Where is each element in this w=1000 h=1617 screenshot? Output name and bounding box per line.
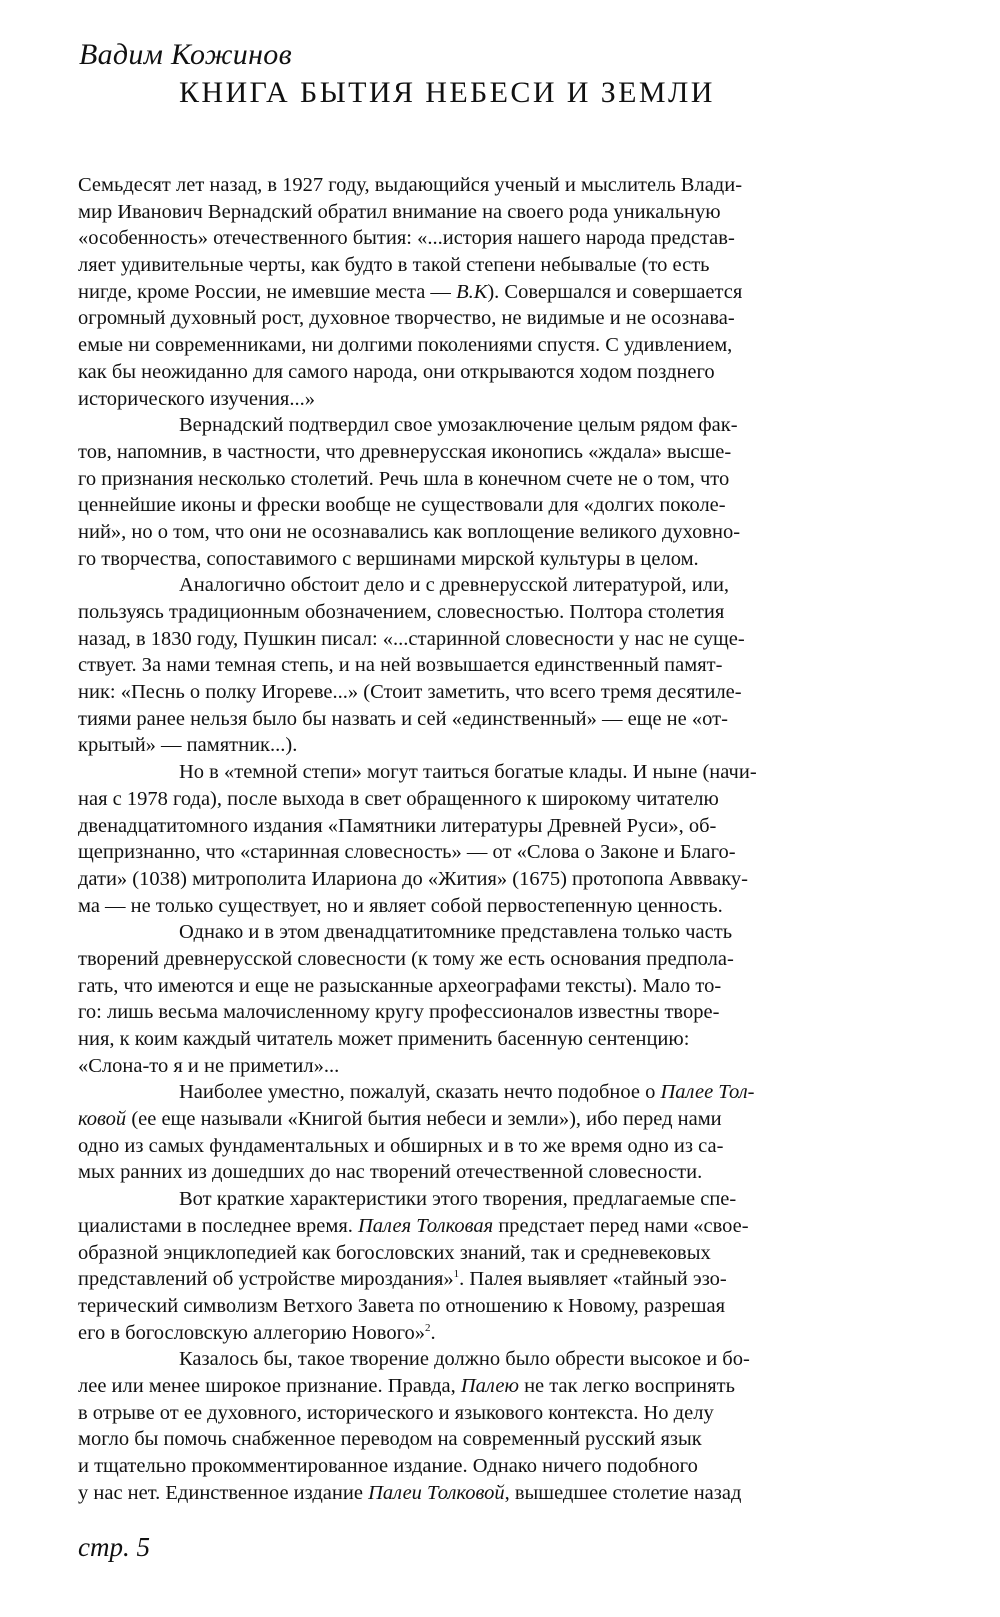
text-line [78,652,874,679]
text-line [78,1159,874,1186]
text-segment: как бы неожиданно для самого народа, они открываются ходом позднего [78,360,715,383]
text-line [78,893,874,920]
text-segment: ная с 1978 года), после выхода в свет обращенного к широкому читателю [78,787,719,810]
text-segment: дати» (1038) митрополита Илариона до «Жития» (1675) протопопа Аввваку- [78,867,748,890]
text-segment: . [430,1321,436,1344]
text-line [78,412,874,439]
text-segment: творений древнерусской словесности (к тому же есть основания предпола- [78,947,734,970]
text-line [78,492,874,519]
text-line [78,759,874,786]
italic-text: В.К [456,280,488,303]
text-segment: емые ни современниками, ни долгими поколениями спустя. С удивлением, [78,334,733,357]
text-segment: мых ранних из дошедших до нас творений отечественной словесности. [78,1161,703,1184]
footnote-marker[interactable]: 1 [453,1268,460,1281]
italic-text: Палею [460,1374,519,1397]
text-line [78,1320,874,1347]
text-segment: ). Совершался и совершается [487,280,743,303]
text-segment: одно из самых фундаментальных и обширных и в то же время одно из са- [78,1134,724,1157]
italic-text: Палее Тол- [660,1081,755,1104]
text-line [78,786,874,813]
text-line [78,1480,874,1507]
text-segment: исторического изучения...» [78,387,315,410]
text-line [78,572,874,599]
text-line [78,813,874,840]
author-name: Вадим Кожинов [79,38,292,71]
text-segment: и тщательно прокомментированное издание. Однако ничего подобного [78,1455,698,1477]
text-segment: гать, что имеются и еще не разысканные археографами тексты). Мало то- [78,974,722,997]
text-segment: Но в «темной степи» могут таиться богатые клады. И ныне (начи- [179,761,757,784]
footnote-marker[interactable]: 2 [425,1321,431,1334]
text-segment: Аналогично обстоит дело и с древнерусской литературой, или, [179,574,730,597]
text-segment: Наиболее уместно, пожалуй, сказать нечто подобное о [179,1081,661,1104]
text-line [78,973,874,1000]
text-line [78,1400,874,1427]
text-segment: Вернадский подтвердил свое умозаключение целым рядом фак- [179,414,738,437]
text-line [78,466,874,493]
text-segment: «особенность» отечественного бытия: «...история нашего народа представ- [78,227,735,250]
text-line [78,1266,874,1293]
text-segment: ствует. За нами темная степь, и на ней возвышается единственный памят- [78,654,723,677]
text-line [78,599,874,626]
text-segment: лее или менее широкое признание. Правда, [78,1374,461,1397]
text-segment: огромный духовный рост, духовное творчество, не видимые и не осознава- [78,307,735,330]
text-segment: циалистами в последнее время. [78,1214,358,1237]
text-segment: представлений об устройстве мироздания» [78,1268,454,1291]
text-segment: терический символизм Ветхого Завета по отношению к Новому, разрешая [78,1294,726,1317]
text-line [78,946,874,973]
text-line [78,305,874,332]
text-line [78,199,874,226]
text-line [78,279,874,306]
text-segment: . Палея выявляет «тайный эзо- [459,1268,727,1291]
text-segment: ния, к коим каждый читатель может применить басенную сентенцию: [78,1028,690,1050]
text-line [78,172,874,199]
text-line [78,386,874,413]
text-segment: ний», но о том, что они не осознавались как воплощение великого духовно- [78,520,741,543]
text-line [78,1026,874,1053]
text-line [78,225,874,252]
text-segment: «Слона-то я и не приметил»... [78,1054,340,1077]
text-line [78,359,874,386]
text-segment: двенадцатитомного издания «Памятники литературы Древней Руси», об- [78,814,717,837]
text-line [78,1293,874,1320]
text-segment: (ее еще называли «Книгой бытия небеси и земли»), ибо перед нами [126,1108,722,1131]
article-body [78,172,874,1506]
text-segment: ма — не только существует, но и являет собой первостепенную ценность. [78,894,723,917]
text-line [78,1373,874,1400]
text-segment: его в богословскую аллегорию Нового» [78,1321,425,1344]
text-segment: , вышедшее столетие назад [504,1481,742,1504]
text-segment: не так легко воспринять [518,1374,735,1397]
text-line [78,1346,874,1373]
text-line [78,839,874,866]
text-line [78,679,874,706]
text-line [78,1186,874,1213]
text-line [78,1426,874,1453]
text-segment: крытый» — памятник...). [78,734,298,757]
text-line [78,919,874,946]
italic-text: ковой [78,1108,127,1131]
text-segment: го: лишь весьма малочисленному кругу профессионалов известны творе- [78,1001,720,1024]
text-line [78,732,874,759]
text-segment: мир Иванович Вернадский обратил внимание на своего рода уникальную [78,200,721,223]
text-segment: Вот краткие характеристики этого творения, предлагаемые спе- [179,1188,737,1211]
italic-text: Палеи Толковой [368,1481,505,1504]
article-title: КНИГА БЫТИЯ НЕБЕСИ И ЗЕМЛИ [179,76,715,109]
text-segment: го признания несколько столетий. Речь шла в конечном счете не о том, что [78,467,730,490]
text-segment: в отрыве от ее духовного, исторического и языкового контекста. Но делу [78,1401,714,1424]
text-segment: ценнейшие иконы и фрески вообще не существовали для «долгих поколе- [78,494,726,517]
text-segment: Семьдесят лет назад, в 1927 году, выдающийся ученый и мыслитель Влади- [78,174,743,196]
text-line [78,332,874,359]
text-segment: Казалось бы, такое творение должно было обрести высокое и бо- [179,1348,750,1371]
text-line [78,1106,874,1133]
text-line [78,1240,874,1267]
text-line [78,626,874,653]
text-line [78,1453,874,1480]
text-line [78,252,874,279]
text-segment: Однако и в этом двенадцатитомнике представлена только часть [179,921,733,944]
text-line [78,999,874,1026]
italic-text: Палея Толковая [358,1214,494,1237]
text-segment: могло бы помочь снабженное переводом на современный русский язык [78,1428,702,1451]
text-line [78,439,874,466]
text-segment: щепризнанно, что «старинная словесность» — от «Слова о Законе и Благо- [78,841,736,864]
text-segment: тов, напомнив, в частности, что древнерусская иконопись «ждала» высше- [78,440,732,463]
page-number: стр. 5 [78,1532,150,1562]
text-segment: назад, в 1830 году, Пушкин писал: «...старинной словесности у нас не суще- [78,627,745,650]
text-line [78,1133,874,1160]
text-line [78,1079,874,1106]
text-segment: тиями ранее нельзя было бы назвать и сей «единственный» — еще не «от- [78,707,728,730]
text-segment: нигде, кроме России, не имевшие места — [78,280,457,303]
text-segment: ник: «Песнь о полку Игореве...» (Стоит заметить, что всего тремя десятиле- [78,681,742,704]
text-segment: предстает перед нами «свое- [493,1214,749,1237]
text-segment: у нас нет. Единственное издание [78,1481,369,1504]
text-line [78,519,874,546]
text-segment: ляет удивительные черты, как будто в такой степени небывалые (то есть [78,254,710,277]
text-line [78,546,874,573]
text-line [78,706,874,733]
text-line [78,1053,874,1080]
text-segment: пользуясь традиционным обозначением, словесностью. Полтора столетия [78,601,725,623]
text-line [78,1213,874,1240]
text-segment: го творчества, сопоставимого с вершинами мирской культуры в целом. [78,547,699,570]
text-segment: образной энциклопедией как богословских знаний, так и средневековых [78,1241,711,1264]
text-line [78,866,874,893]
